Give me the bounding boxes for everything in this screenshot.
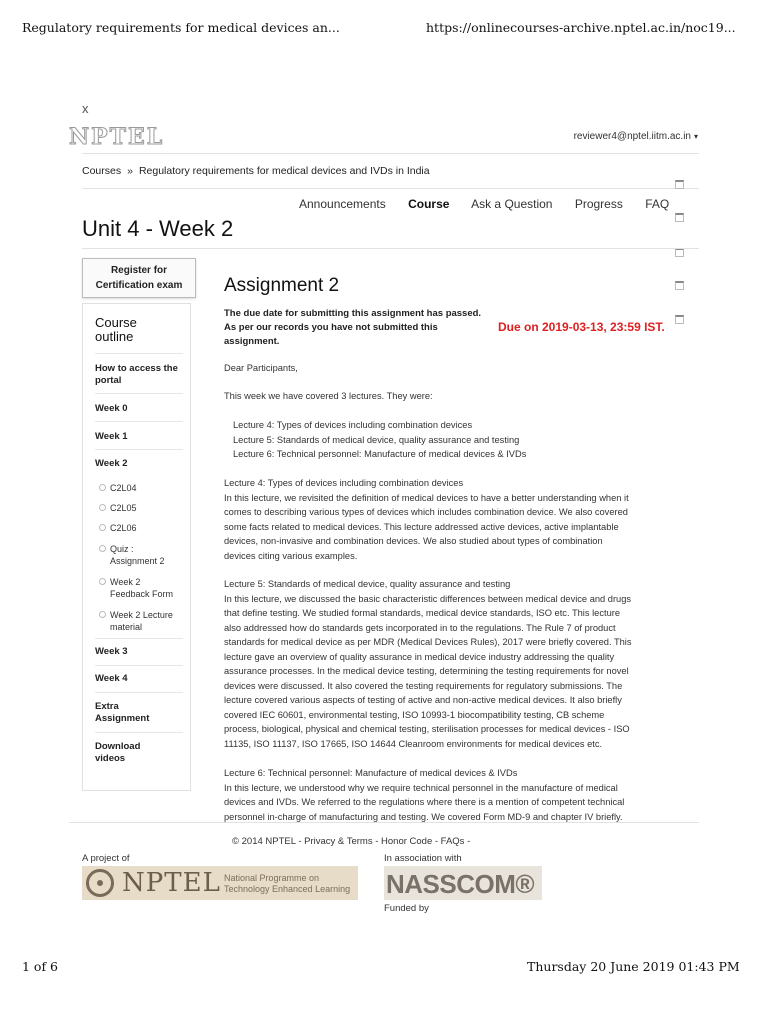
chevron-down-icon: ▾ (693, 132, 698, 141)
section-line: covered IEC 60601, environmental testing, ISO 10993-1 biocompatibility testing, CB scheme (224, 709, 605, 720)
sidebar-item-how-to-access[interactable]: How to access the portal (95, 363, 178, 386)
association-label: In association with (384, 853, 462, 864)
title-divider (82, 248, 699, 249)
sidebar-item-week-3[interactable]: Week 3 (95, 646, 128, 657)
due-passed-text: The due date for submitting this assignment has passed. (224, 308, 482, 319)
sidebar-divider (95, 665, 183, 666)
funded-by-label: Funded by (384, 903, 429, 914)
sidebar-divider (95, 353, 183, 354)
sidebar-divider (95, 692, 183, 693)
tagline-line-2: Technology Enhanced Learning (224, 884, 351, 894)
circle-icon (99, 545, 106, 552)
tab-progress[interactable]: Progress (574, 197, 623, 211)
circle-icon (99, 578, 106, 585)
sidebar-subitem-c2l05[interactable] (99, 502, 187, 514)
nptel-emblem-icon (86, 869, 114, 897)
subitem-label: C2L05 (110, 503, 137, 513)
section-line: In this lecture, we discussed the basic characteristic differences between medical device and drugs (224, 593, 632, 604)
section-line: In this lecture, we understood why we require technical personnel in the manufacture of medical (224, 782, 618, 793)
sidebar-item-week-1[interactable]: Week 1 (95, 431, 128, 442)
greeting: Dear Participants, (224, 363, 298, 373)
subitem-label: C2L04 (110, 483, 137, 493)
section-line: lecture gave an overview of quality assurance in medical device industry addressing the quality (224, 651, 615, 662)
sidebar-item-download-videos[interactable]: Download videos (95, 741, 141, 764)
sidebar-divider (95, 732, 183, 733)
section-line: some facts related to medical devices. This lecture addressed active devices, active implantable (224, 521, 619, 532)
lecture-5-section (224, 577, 679, 751)
print-page-number: 1 of 6 (22, 959, 59, 974)
subitem-label: Quiz : Assignment 2 (110, 544, 165, 566)
section-line: personnel in-charge of manufacturing and testing. We covered Form MD-9 and chapter IV briefly. (224, 811, 623, 822)
course-outline-sidebar (82, 303, 191, 791)
section-line: that define testing. We studied formal standards, medical device standards, ISO etc. This lecture (224, 608, 621, 618)
section-line: In this lecture, we revisited the definition of medical devices to have a better understanding when it (224, 492, 629, 503)
footer-divider (69, 822, 699, 823)
lecture-6-section (224, 766, 679, 824)
tab-ask-a-question[interactable]: Ask a Question (471, 197, 553, 211)
print-timestamp: Thursday 20 June 2019 01:43 PM (527, 959, 740, 974)
breadcrumb-separator: » (127, 165, 133, 177)
section-line: process, biological, physical and chemical testing, sterilisation processes for medical devices - ISO (224, 724, 630, 734)
project-of-label: A project of (82, 853, 130, 864)
user-menu[interactable] (574, 131, 698, 142)
sidebar-subitem-c2l04[interactable] (99, 482, 187, 494)
assignment-title: Assignment 2 (224, 275, 340, 296)
section-line: comes to describing various types of devices which includes combination device. We also covered (224, 507, 628, 517)
section-line: assurance processes. In the medical device testing, determining the testing requirements for novel (224, 666, 629, 676)
section-heading: Lecture 6: Technical personnel: Manufacture of medical devices & IVDs (224, 768, 518, 778)
circle-icon (99, 504, 106, 511)
sidebar-divider (95, 638, 183, 639)
section-line: devices, non-invasive and combination devices. We also studied about types of combination (224, 536, 603, 546)
sidebar-divider (95, 449, 183, 450)
sidebar-subitem-c2l06[interactable] (99, 522, 187, 534)
print-header-url: https://onlinecourses-archive.nptel.ac.in/noc19... (426, 20, 736, 35)
sidebar-item-week-0[interactable]: Week 0 (95, 403, 128, 414)
nptel-logo-tagline (224, 873, 350, 895)
print-header-title: Regulatory requirements for medical devices an... (22, 20, 340, 35)
sidebar-item-week-4[interactable]: Week 4 (95, 673, 128, 684)
breadcrumb-course-link[interactable]: Regulatory requirements for medical devices and IVDs in India (138, 165, 430, 177)
register-line-2: Certification exam (95, 280, 183, 291)
subitem-label: Week 2 Lecture material (110, 610, 173, 632)
not-submitted-text: As per our records you have not submitted this assignment. (224, 322, 438, 347)
bookmark-icon (675, 248, 684, 257)
circle-icon (99, 484, 106, 491)
nptel-logo[interactable]: NPTEL (69, 124, 165, 150)
course-tabs (299, 197, 688, 211)
sidebar-subitem-lecture-material[interactable] (99, 609, 179, 633)
page-title: Unit 4 - Week 2 (82, 216, 234, 241)
bookmark-icon (675, 315, 684, 324)
due-status-message (224, 307, 499, 349)
user-email: reviewer4@nptel.iitm.ac.in (573, 131, 691, 142)
circle-icon (99, 524, 106, 531)
due-date: Due on 2019-03-13, 23:59 IST. (498, 320, 665, 334)
sidebar-title: Course outline (95, 315, 137, 344)
intro-text: This week we have covered 3 lectures. They were: (224, 391, 433, 401)
lecture-list-item: Lecture 4: Types of devices including combination devices (233, 420, 473, 430)
nptel-footer-logo[interactable] (82, 866, 358, 900)
close-button[interactable]: x (82, 101, 89, 116)
section-line: standards for medical device as per MDR (Medical Devices Rules), 2017 were briefly covered. This (224, 637, 632, 647)
lecture-4-section (224, 476, 679, 563)
bookmark-icon (675, 281, 684, 290)
circle-icon (99, 611, 106, 618)
subitem-label: Week 2 Feedback Form (110, 577, 174, 599)
register-certification-button[interactable] (82, 258, 196, 298)
register-line-1: Register for (110, 265, 168, 276)
section-heading: Lecture 4: Types of devices including combination devices (224, 478, 464, 488)
tab-course[interactable]: Course (408, 197, 450, 211)
footer-links[interactable]: © 2014 NPTEL - Privacy & Terms - Honor Code - FAQs - (232, 836, 471, 847)
sidebar-item-extra-assignment[interactable]: Extra Assignment (95, 701, 150, 724)
sidebar-divider (95, 393, 183, 394)
nasscom-logo[interactable] (384, 866, 542, 900)
breadcrumb-courses-link[interactable]: Courses (82, 165, 122, 177)
nptel-logo-word: NPTEL (122, 868, 221, 898)
tagline-line-1: National Programme on (224, 873, 320, 883)
sidebar-subitem-feedback-form[interactable] (99, 576, 177, 600)
section-line: 11135, ISO 11137, ISO 17665, ISO 14644 Cleanroom environments for medical devices etc. (224, 738, 603, 749)
nasscom-logo-word: NASSCOM® (386, 869, 535, 899)
subitem-label: C2L06 (110, 523, 137, 533)
lecture-list-item: Lecture 5: Standards of medical device, quality assurance and testing (233, 434, 520, 445)
bookmark-icon (675, 213, 684, 222)
section-heading: Lecture 5: Standards of medical device, quality assurance and testing (224, 579, 511, 589)
lecture-list (233, 418, 688, 462)
sidebar-divider (95, 421, 183, 422)
section-line: devices were discussed. It also covered the testing requirements for regulatory submissions. The (224, 680, 623, 691)
lecture-list-item: Lecture 6: Technical personnel: Manufacture of medical devices & IVDs (233, 449, 527, 459)
section-line: devices citing various examples. (224, 550, 358, 561)
section-line: lecture covered various aspects of testing of active and non-active medical devices. It also briefly (224, 695, 622, 705)
section-line: also addressed how do standards gets incorporated in to the regulations. The Rule 7 of product (224, 622, 616, 633)
breadcrumb (82, 165, 430, 177)
section-line: devices and IVDs. We referred to the regulations where there is a mention of competent technical (224, 797, 625, 807)
breadcrumb-divider (82, 188, 699, 189)
sidebar-item-week-2[interactable]: Week 2 (95, 458, 128, 469)
bookmark-icon (675, 180, 684, 189)
sidebar-subitem-quiz-assignment-2[interactable] (99, 543, 171, 567)
tab-announcements[interactable]: Announcements (299, 197, 386, 211)
tab-faq[interactable]: FAQ (645, 197, 670, 211)
header-divider (82, 153, 699, 154)
